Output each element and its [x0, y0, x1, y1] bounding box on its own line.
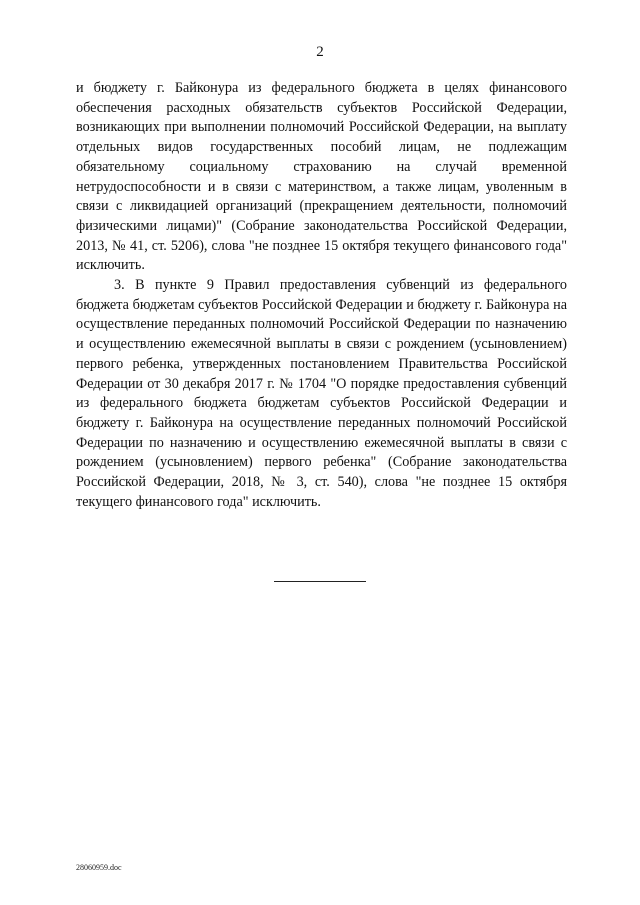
end-separator-line	[274, 581, 366, 582]
page-number: 2	[316, 44, 324, 60]
paragraph-item-3: 3. В пункте 9 Правил предоставления субвенций из федерального бюджета бюджетам субъектов Российской Федерации и бюджету г. Байконура на осуществление переданных полномочий Российской Федерации по назначению и осуществлению ежемесячной выплаты в связи с рождением (усыновлением) первого ребенка, утвержденных постановлением Правительства Российской Федерации от 30 декабря 2017 г. № 1704 "О порядке предоставления субвенций из федерального бюджета бюджетам субъектов Российской Федерации и бюджету г. Байконура на осуществление переданных полномочий Российской Федерации по назначению и осуществлению ежемесячной выплаты в связи с рождением (усыновлением) первого ребенка" (Собрание законодательства Российской Федерации, 2018, № 3, ст. 540), слова "не позднее 15 октября текущего финансового года" исключить.	[76, 277, 567, 510]
document-body	[76, 79, 567, 512]
paragraph-continuation: и бюджету г. Байконура из федерального бюджета в целях финансового обеспечения расходных обязательств субъектов Российской Федерации, возникающих при выполнении полномочий Российской Федерации, на выплату отдельных видов государственных пособий лицам, не подлежащим обязательному социальному страхованию на случай временной нетрудоспособности и в связи с материнством, а также лицам, уволенным в связи с ликвидацией организаций (прекращением деятельности, полномочий физическими лицами)" (Собрание законодательства Российской Федерации, 2013, № 41, ст. 5206), слова "не позднее 15 октября текущего финансового года" исключить.	[76, 80, 567, 274]
document-file-code: 28060959.doc	[76, 863, 122, 872]
